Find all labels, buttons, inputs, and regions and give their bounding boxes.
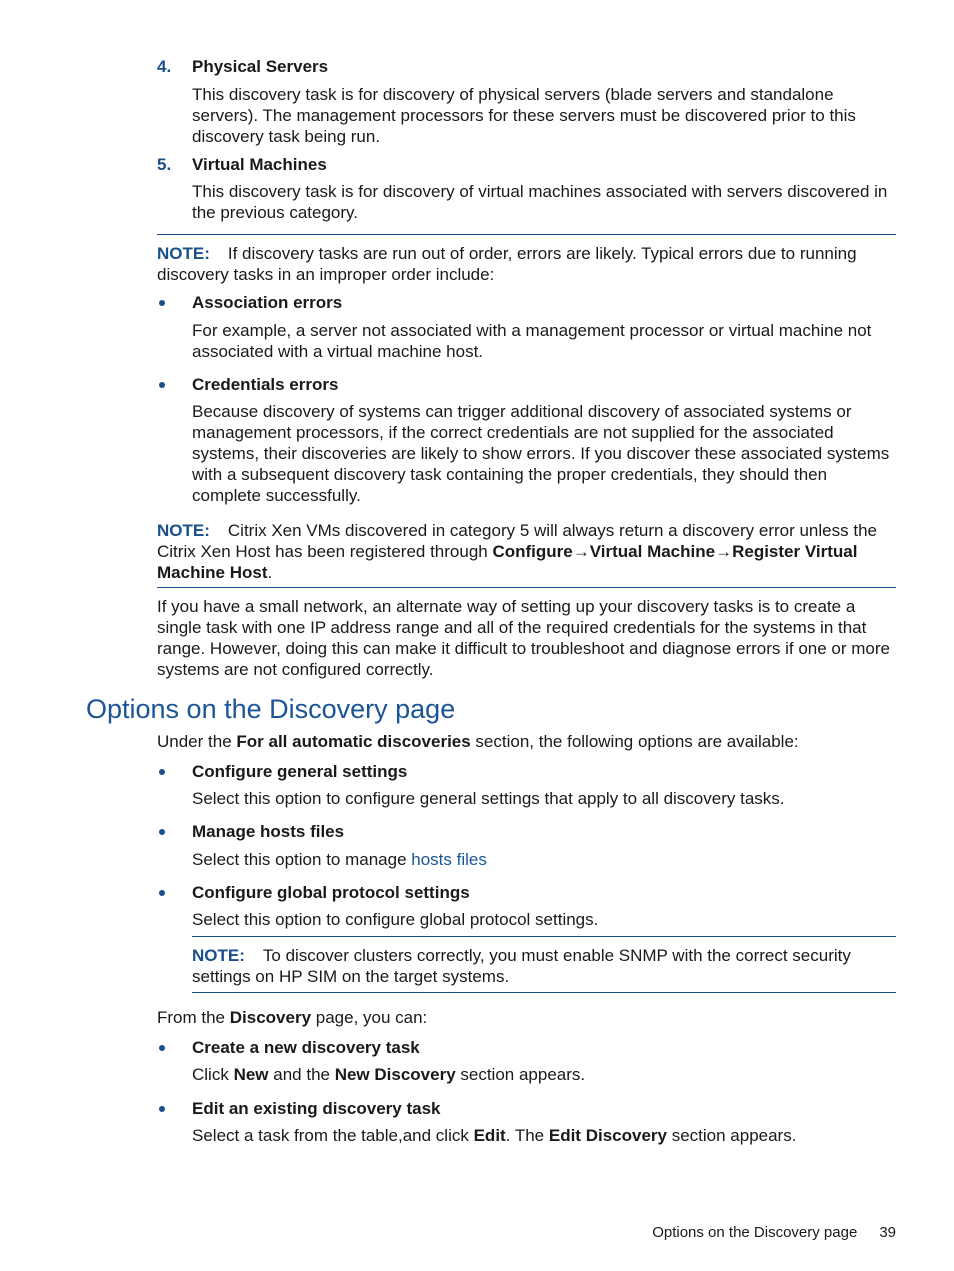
list-item-body: For example, a server not associated with a management processor or virtual machine not associated with a virtual machine host.	[192, 321, 872, 361]
note-label: NOTE:	[157, 521, 210, 540]
arrow-icon: →	[715, 542, 733, 561]
from-text: From the	[157, 1008, 230, 1027]
keyword-edit-discovery: Edit Discovery	[548, 1126, 667, 1145]
intro-text-end: section, the following options are available:	[470, 732, 799, 751]
list-item-body: Select this option to configure general settings that apply to all discovery tasks.	[192, 789, 785, 808]
bullet-icon	[159, 769, 165, 775]
from-text-end: page, you can:	[311, 1008, 428, 1027]
keyword-new-discovery: New Discovery	[334, 1065, 456, 1084]
bullet-icon	[159, 300, 165, 306]
list-item-title: Manage hosts files	[192, 822, 345, 841]
list-item-body	[192, 1125, 897, 1146]
section-intro	[157, 731, 897, 752]
menu-path-configure: Configure	[492, 542, 573, 561]
list-item-title: Physical Servers	[192, 57, 329, 76]
menu-path-register-host: Register Virtual Machine Host	[157, 542, 858, 582]
keyword-new: New	[233, 1065, 269, 1084]
note-text: If discovery tasks are run out of order, errors are likely. Typical errors due to running discovery tasks in an improper order include:	[157, 244, 857, 284]
body-text: Click	[192, 1065, 234, 1084]
section-heading: Options on the Discovery page	[86, 694, 456, 724]
keyword-edit: Edit	[473, 1126, 506, 1145]
list-item-body: Select this option to configure global protocol settings.	[192, 910, 599, 929]
note-rule-top	[192, 936, 896, 937]
list-item-body	[192, 849, 897, 870]
list-item-title: Credentials errors	[192, 375, 339, 394]
list-number: 5.	[157, 155, 172, 174]
note-clusters	[192, 945, 896, 987]
menu-path-virtual-machine: Virtual Machine	[589, 542, 716, 561]
arrow-icon: →	[572, 542, 590, 561]
note-citrix-xen	[157, 520, 896, 583]
list-item-title: Edit an existing discovery task	[192, 1099, 441, 1118]
note-rule-bottom	[192, 992, 896, 993]
intro-bold: For all automatic discoveries	[236, 732, 471, 751]
bullet-icon	[159, 829, 165, 835]
note-rule-bottom	[157, 587, 896, 588]
page-footer	[652, 1222, 896, 1243]
intro-text: Under the	[157, 732, 237, 751]
list-item-body	[192, 1064, 897, 1085]
paragraph-small-network: If you have a small network, an alternate way of setting up your discovery tasks is to create a single task with one IP address range and all of the required credentials for the systems in that range. However, doing this can make it difficult to troubleshoot and diagnose errors if one or more systems are not configured correctly.	[157, 597, 890, 679]
list-item-title: Association errors	[192, 293, 343, 312]
body-text: . The	[505, 1126, 549, 1145]
list-item-body: This discovery task is for discovery of physical servers (blade servers and standalone servers). The management processors for these servers must be discovered prior to this discovery task being run.	[192, 85, 856, 146]
list-item-title: Configure global protocol settings	[192, 883, 470, 902]
note-out-of-order	[157, 243, 896, 285]
page-number: 39	[879, 1224, 896, 1241]
body-text: Select this option to manage	[192, 850, 412, 869]
list-item-title: Virtual Machines	[192, 155, 327, 174]
note-label: NOTE:	[192, 946, 245, 965]
bullet-icon	[159, 1045, 165, 1051]
list-item-title: Configure general settings	[192, 762, 408, 781]
bullet-icon	[159, 382, 165, 388]
note-rule-top	[157, 234, 896, 235]
note-text-end: .	[267, 563, 273, 582]
note-text: Citrix Xen VMs discovered in category 5 will always return a discovery error unless the Citrix Xen Host has been registered through	[157, 521, 877, 561]
note-text: To discover clusters correctly, you must enable SNMP with the correct security settings on HP SIM on the target systems.	[192, 946, 851, 986]
note-label: NOTE:	[157, 244, 210, 263]
hosts-files-link[interactable]: hosts files	[411, 850, 487, 869]
footer-title: Options on the Discovery page	[652, 1224, 858, 1241]
list-item-title: Create a new discovery task	[192, 1038, 420, 1057]
body-text: Select a task from the table,and click	[192, 1126, 474, 1145]
body-text: section appears.	[455, 1065, 586, 1084]
from-bold: Discovery	[229, 1008, 312, 1027]
list-item-body: Because discovery of systems can trigger additional discovery of associated systems or management processors, if the correct credentials are not supplied for the associated systems, their discoveries are likely to show errors. If you discover these associated systems with a subsequent discovery task containing the proper credentials, they should then complete successfully.	[192, 402, 890, 505]
list-item-body: This discovery task is for discovery of virtual machines associated with servers discovered in the previous category.	[192, 182, 888, 222]
bullet-icon	[159, 1106, 165, 1112]
from-discovery-text	[157, 1007, 897, 1028]
body-text: section appears.	[666, 1126, 797, 1145]
body-text: and the	[268, 1065, 335, 1084]
list-number: 4.	[157, 57, 172, 76]
bullet-icon	[159, 890, 165, 896]
